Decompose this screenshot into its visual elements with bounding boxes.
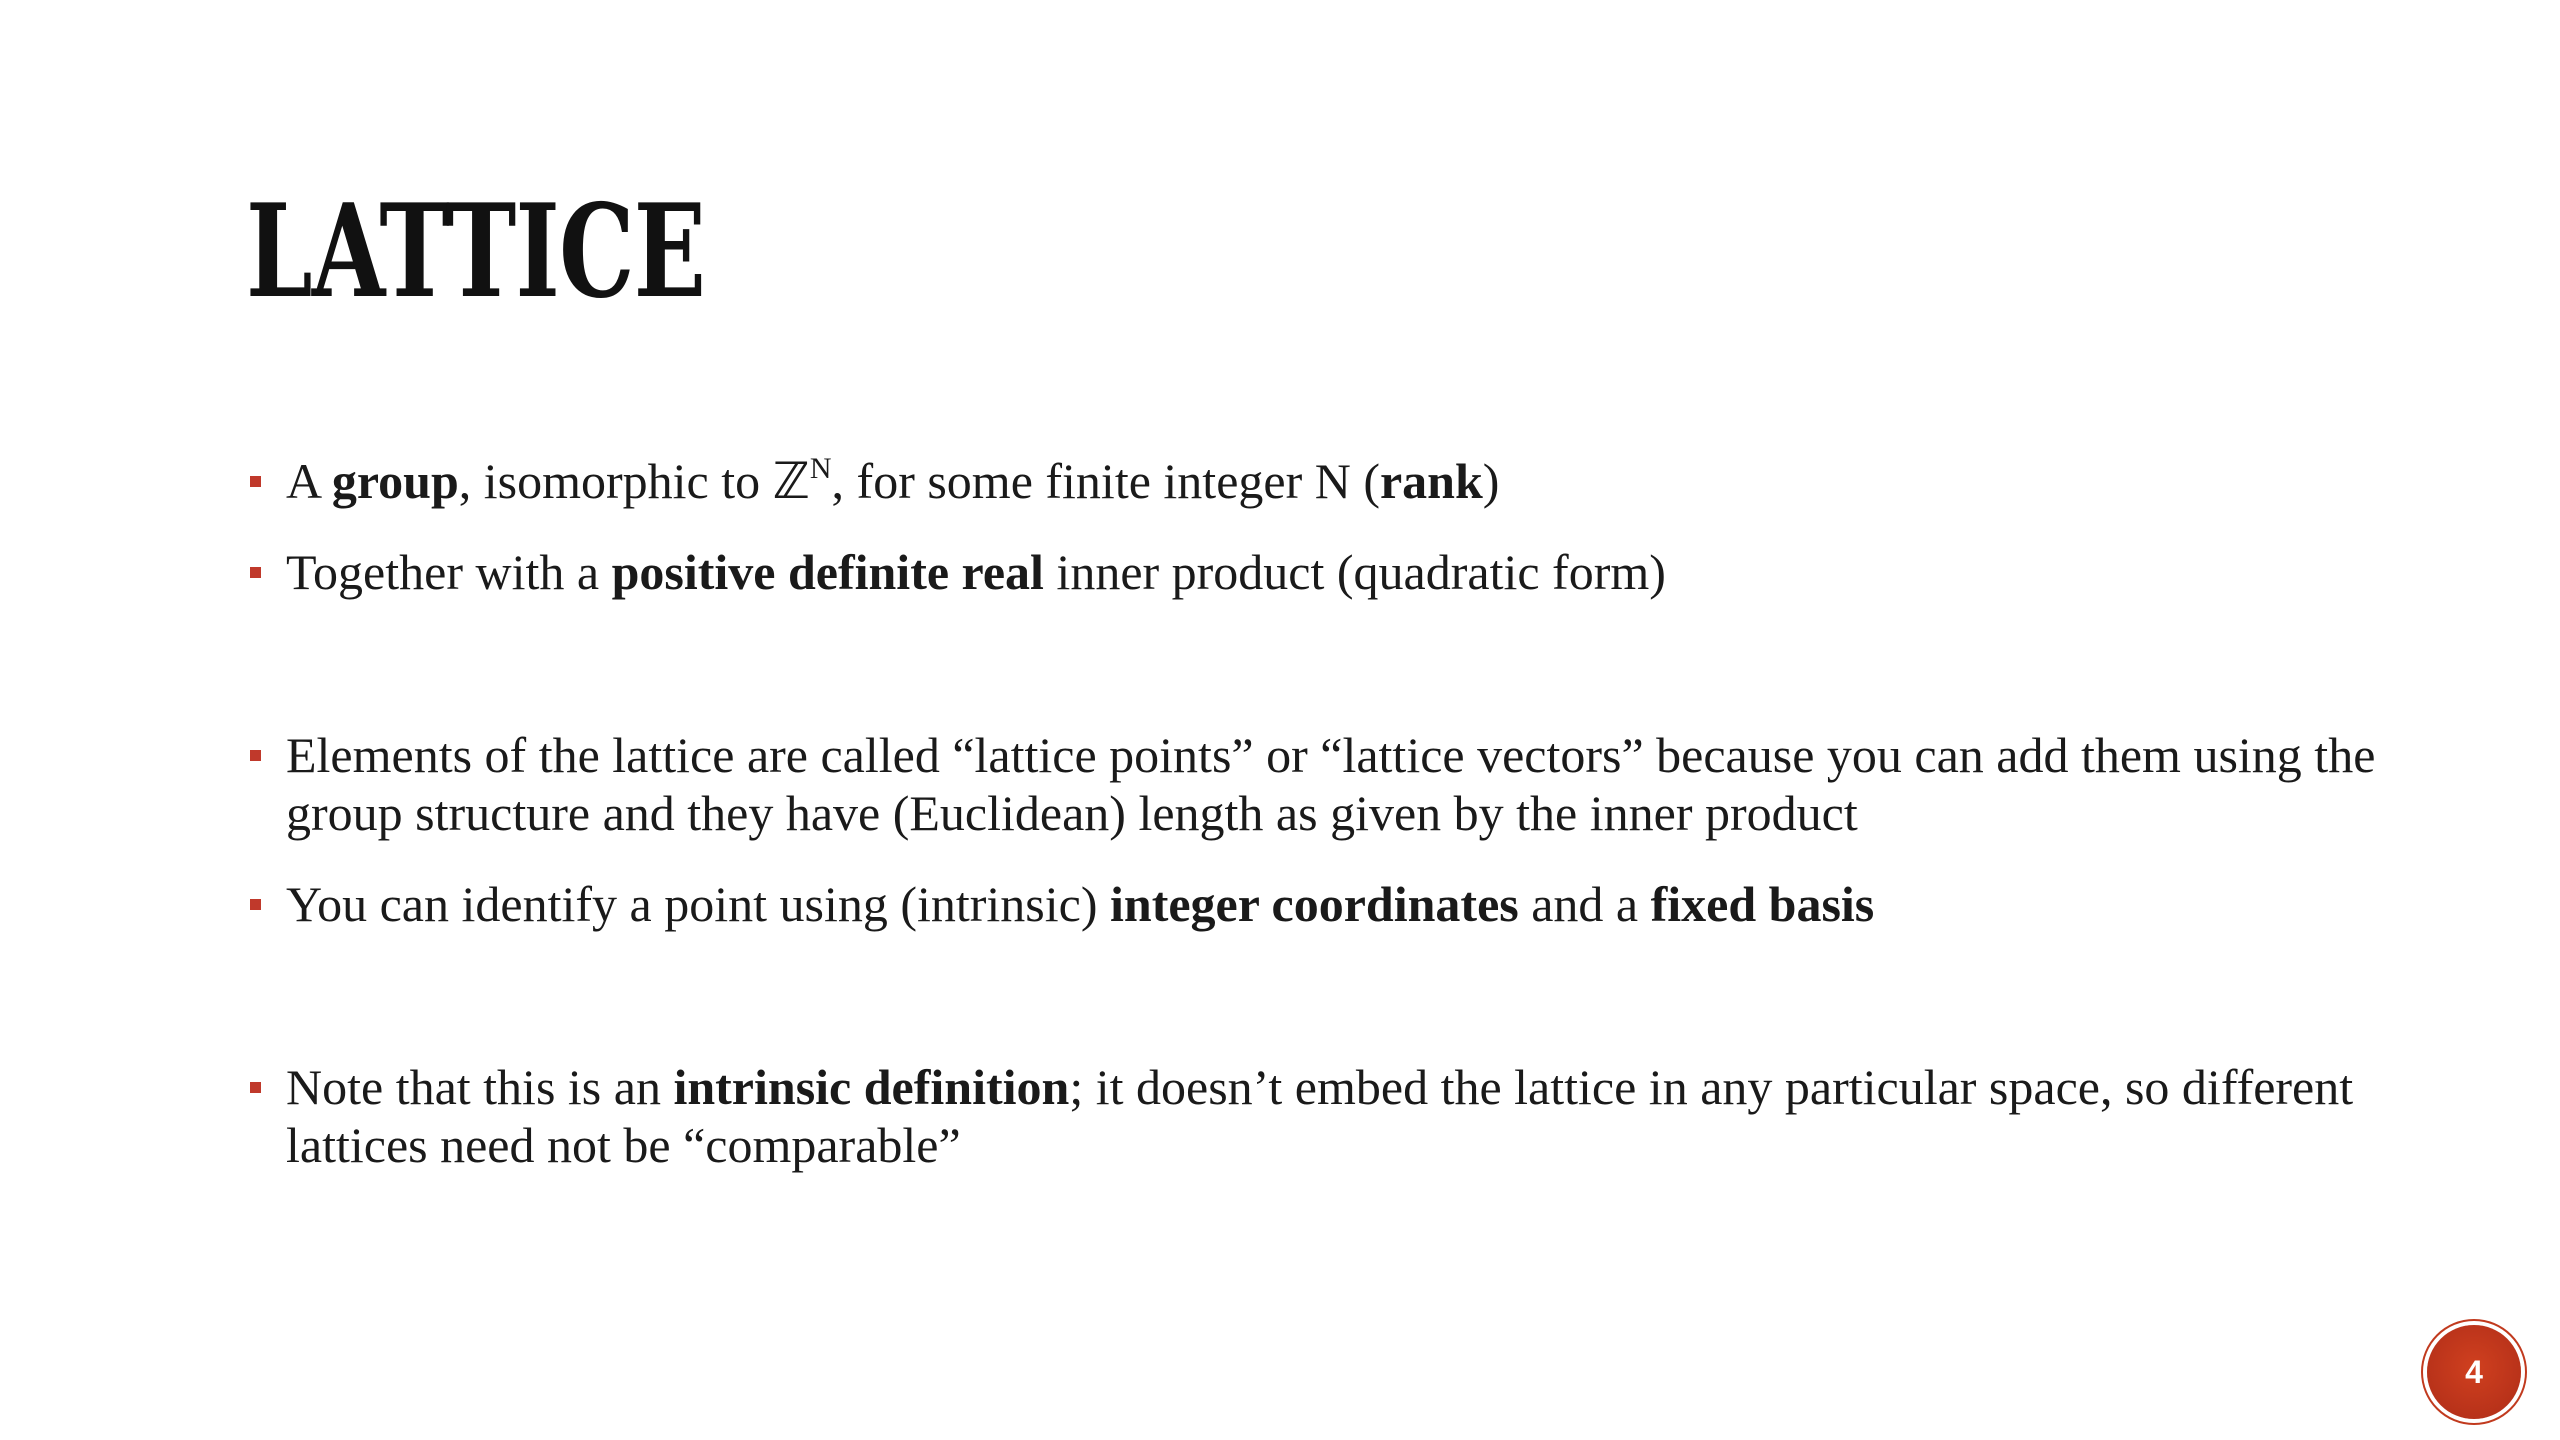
bullet-text-bold: intrinsic definition — [673, 1059, 1070, 1115]
bullet-marker-icon — [250, 476, 261, 487]
bullet-text-bold: group — [331, 453, 459, 509]
bullet-list — [246, 452, 2376, 1174]
bullet-text: Together with a — [286, 544, 612, 600]
bullet-marker-icon — [250, 567, 261, 578]
bullet-text: You can identify a point using (intrinsic) — [286, 876, 1110, 932]
slide-title: LATTICE — [246, 177, 706, 327]
bullet-text: , for some finite integer N ( — [831, 453, 1380, 509]
page-number: 4 — [2465, 1353, 2483, 1390]
bullet-text: ) — [1482, 453, 1500, 509]
bullet-marker-icon — [250, 899, 261, 910]
bullet-item — [246, 452, 2376, 510]
bullet-text-bold: integer coordinates — [1110, 876, 1519, 932]
bullet-item — [246, 1058, 2376, 1174]
bullet-text-bold: fixed basis — [1650, 876, 1875, 932]
bullet-marker-icon — [250, 1082, 261, 1093]
bullet-text: inner product (quadratic form) — [1043, 544, 1666, 600]
page-number-badge — [2427, 1325, 2521, 1419]
bullet-text: Elements of the lattice are called “lattice points” or “lattice vectors” because you can add them using the group structure and they have (Euclidean) length as given by the inner product — [286, 727, 2376, 841]
bullet-text: ; it doesn’t embed the lattice in any particular space, so different lattices need not be “comparable” — [286, 1059, 2354, 1173]
bullet-item — [246, 726, 2376, 842]
bullet-item — [246, 875, 2376, 933]
bullet-text: A — [286, 453, 332, 509]
bullet-text-bold: positive definite real — [611, 544, 1044, 600]
bullet-marker-icon — [250, 750, 261, 761]
bullet-text-superscript: N — [809, 452, 832, 485]
bullet-text: Note that this is an — [286, 1059, 674, 1115]
bullet-text: and a — [1518, 876, 1651, 932]
bullet-item — [246, 543, 2376, 601]
bullet-text: , isomorphic to ℤ — [458, 453, 810, 509]
bullet-text-bold: rank — [1379, 453, 1483, 509]
